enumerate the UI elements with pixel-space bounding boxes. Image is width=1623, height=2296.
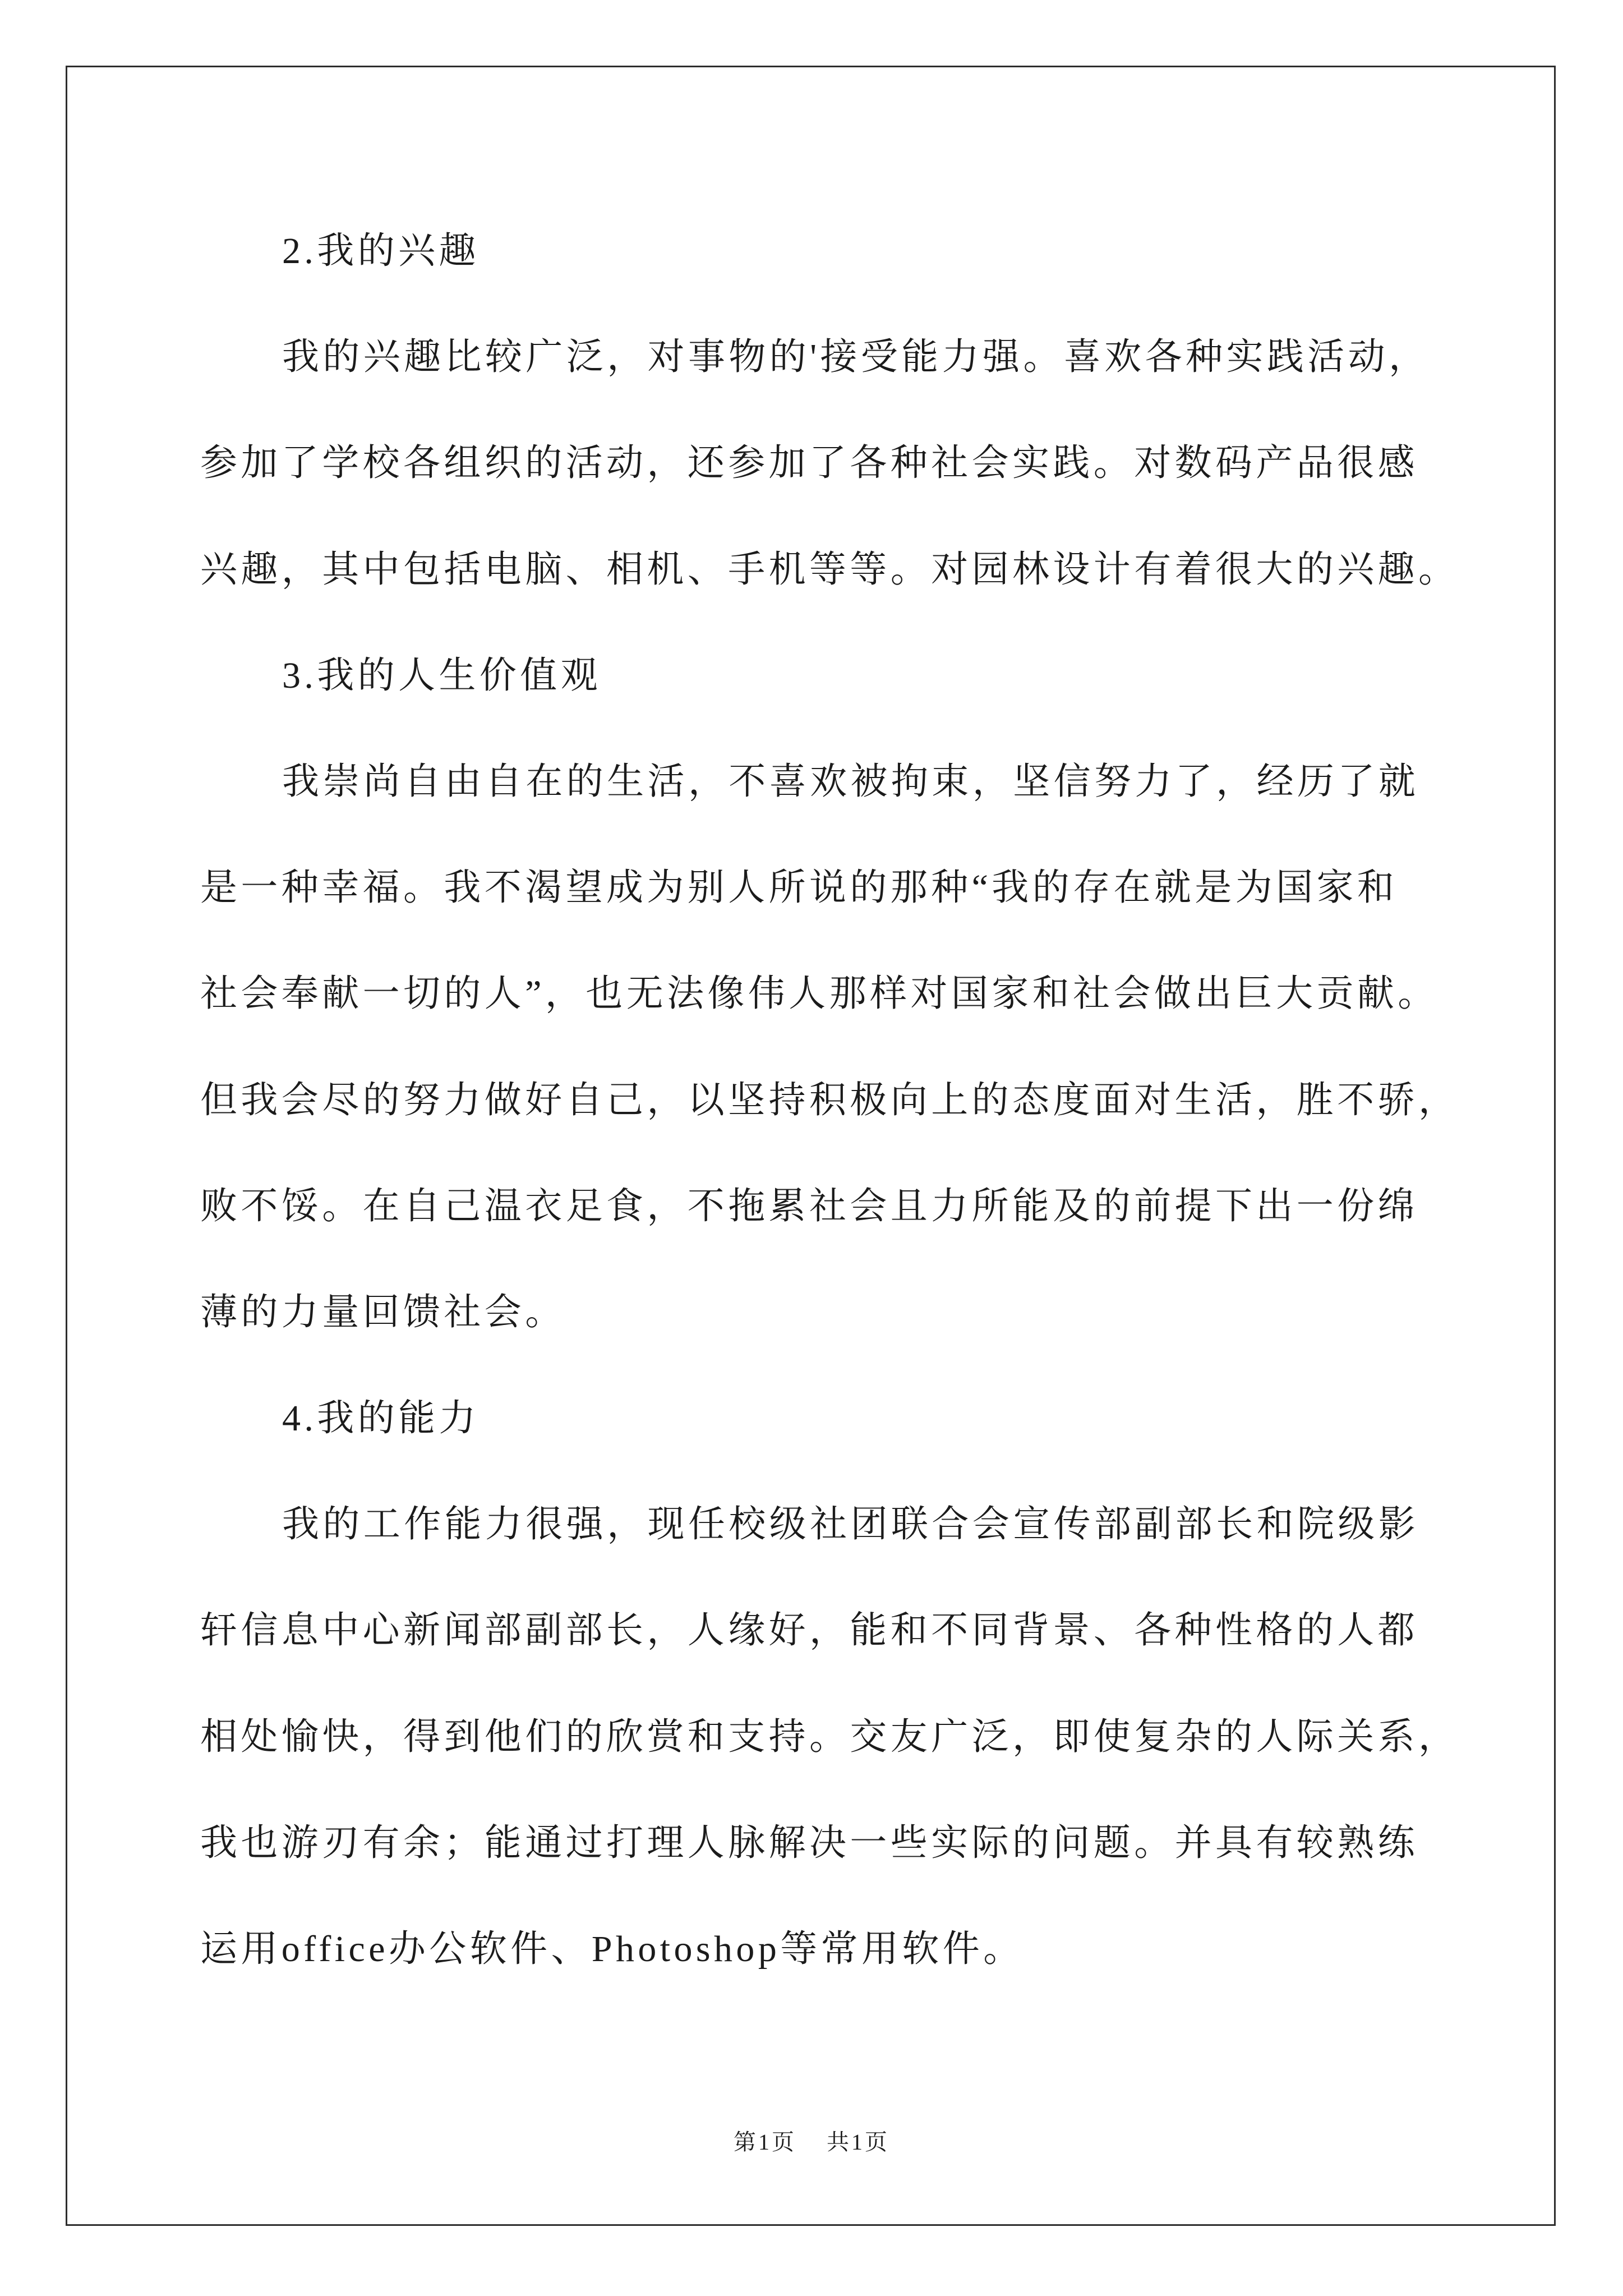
paragraph — [200, 1471, 1507, 2002]
paragraph-line: 相处愉快，得到他们的欣赏和支持。交友广泛，即使复杂的人际关系， — [200, 1716, 1459, 1757]
paragraph-line: 薄的力量回馈社会。 — [200, 1291, 566, 1333]
paragraph-line: 我的兴趣比较广泛，对事物的'接受能力强。喜欢各种实践活动， — [282, 337, 1430, 378]
section-heading: 3.我的人生价值观 — [282, 655, 602, 696]
paragraph-line: 我的工作能力很强，现任校级社团联合会宣传部副部长和院级影 — [282, 1504, 1419, 1545]
document-body — [200, 198, 1507, 2002]
paragraph-line: 是一种幸福。我不渴望成为别人所说的那种“我的存在就是为国家和 — [200, 867, 1398, 909]
section-heading: 2.我的兴趣 — [282, 231, 479, 272]
section-interests — [200, 198, 1507, 623]
page-total: 共1页 — [827, 2129, 889, 2155]
section-heading: 4.我的能力 — [282, 1398, 479, 1439]
section-abilities — [200, 1365, 1507, 2002]
paragraph-line: 我也游刃有余；能通过打理人脉解决一些实际的问题。并具有较熟练 — [200, 1822, 1418, 1864]
paragraph-line: 兴趣，其中包括电脑、相机、手机等等。对园林设计有着很大的兴趣。 — [200, 549, 1459, 590]
paragraph — [200, 304, 1507, 623]
page-number: 第1页 — [734, 2129, 796, 2155]
paragraph-line: 我崇尚自由自在的生活，不喜欢被拘束，坚信努力了，经历了就 — [282, 761, 1419, 802]
paragraph-line: 参加了学校各组织的活动，还参加了各种社会实践。对数码产品很感 — [200, 443, 1418, 484]
paragraph-line: 社会奉献一切的人”，也无法像伟人那样对国家和社会做出巨大贡献。 — [200, 973, 1438, 1015]
page-footer — [0, 2125, 1623, 2159]
paragraph-line: 但我会尽的努力做好自己，以坚持积极向上的态度面对生活，胜不骄， — [200, 1079, 1459, 1121]
paragraph — [200, 729, 1507, 1365]
section-values — [200, 623, 1507, 1365]
paragraph-line: 败不馁。在自己温衣足食，不拖累社会且力所能及的前提下出一份绵 — [200, 1185, 1418, 1227]
paragraph-line: 轩信息中心新闻部副部长，人缘好，能和不同背景、各种性格的人都 — [200, 1610, 1418, 1651]
paragraph-line: 运用office办公软件、Photoshop等常用软件。 — [200, 1929, 1024, 1970]
